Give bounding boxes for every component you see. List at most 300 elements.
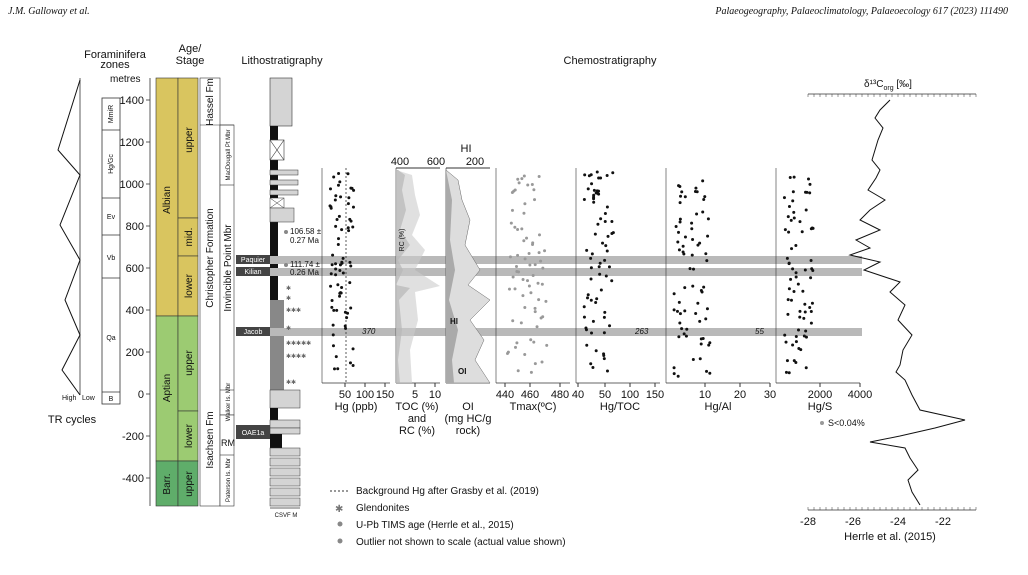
- hgtoc-point: [603, 331, 606, 334]
- hgtoc-point: [586, 296, 589, 299]
- hg-point: [340, 292, 343, 295]
- hg-point: [346, 172, 349, 175]
- age-barr: Barr.: [162, 473, 173, 495]
- hg-point: [329, 204, 332, 207]
- hgs-point: [809, 276, 812, 279]
- tmax-tick: 440: [495, 389, 515, 401]
- hgtoc-point: [605, 275, 608, 278]
- hg-tick: 150: [375, 389, 395, 401]
- hg-point: [332, 324, 335, 327]
- hgal-tick: 30: [763, 389, 777, 401]
- hg-point: [348, 281, 351, 284]
- hgtoc-point: [597, 190, 600, 193]
- hgtoc-point: [590, 278, 593, 281]
- hgtoc-point: [596, 223, 599, 226]
- hg-point: [334, 199, 337, 202]
- hg-point: [334, 273, 337, 276]
- hgtoc-point: [611, 171, 614, 174]
- hgs-point: [790, 219, 793, 222]
- tmax-point: [536, 325, 539, 328]
- depth-tick: 1200: [119, 137, 144, 149]
- walker-mbr: Walker Is. Mbr: [226, 382, 232, 422]
- hgtoc-point: [603, 311, 606, 314]
- tmax-point: [533, 198, 536, 201]
- depth-title: metres: [110, 74, 141, 85]
- hg-point: [334, 262, 337, 265]
- d13c-source: Herrle et al. (2015): [844, 531, 936, 543]
- tmax-point: [528, 252, 531, 255]
- hgtoc-point: [608, 265, 611, 268]
- hg-point: [336, 283, 339, 286]
- hgal-point: [689, 267, 692, 270]
- hgtoc-point: [595, 297, 598, 300]
- hgal-point: [679, 312, 682, 315]
- hgs-point: [810, 259, 813, 262]
- tmax-point: [541, 267, 544, 270]
- hgs-point: [810, 310, 813, 313]
- hgtoc-point: [602, 352, 605, 355]
- hgtoc-point: [594, 301, 597, 304]
- age-lower-aptian: lower: [184, 424, 195, 448]
- hgal-point: [690, 227, 693, 230]
- hg-point: [338, 269, 341, 272]
- hg-tick: 100: [355, 389, 375, 401]
- tmax-point: [518, 181, 521, 184]
- hgs-point: [802, 317, 805, 320]
- tmax-point: [520, 321, 523, 324]
- hgtoc-point: [608, 324, 611, 327]
- zone-ev: Ev: [106, 214, 116, 221]
- hgs-point: [787, 298, 790, 301]
- hgtoc-tick: 50: [598, 389, 612, 401]
- hgs-point: [795, 340, 798, 343]
- age-upper-aptian: upper: [184, 350, 195, 376]
- hgtoc-tick: 150: [645, 389, 665, 401]
- legend-outlier: Outlier not shown to scale (actual value shown): [356, 537, 566, 548]
- hgs-point: [798, 220, 801, 223]
- hgtoc-point: [606, 206, 609, 209]
- hgal-point: [694, 187, 697, 190]
- tmax-point: [523, 202, 526, 205]
- hi-inline-label: HI: [450, 317, 458, 326]
- hgtoc-point: [596, 171, 599, 174]
- hgs-point: [801, 290, 804, 293]
- hgtoc-point: [604, 220, 607, 223]
- depth-tick: 0: [137, 389, 144, 401]
- hgal-label: Hg/Al: [704, 401, 732, 413]
- hgal-point: [700, 343, 703, 346]
- toc-top-tick: 600: [426, 156, 446, 168]
- hg-point: [352, 364, 355, 367]
- depth-ticks: [120, 95, 150, 485]
- hg-point: [338, 215, 341, 218]
- hgs-point: [783, 334, 786, 337]
- tmax-point: [539, 260, 542, 263]
- hgtoc-point: [590, 331, 593, 334]
- hgal-point: [677, 231, 680, 234]
- hgal-point: [705, 370, 708, 373]
- hgal-point: [708, 372, 711, 375]
- hgal-tick: 10: [698, 389, 712, 401]
- tmax-point: [538, 233, 541, 236]
- hgal-point: [706, 307, 709, 310]
- tmax-point: [521, 294, 524, 297]
- header-journal: Palaeogeography, Palaeoclimatology, Palaeoecology 617 (2023) 111490: [715, 6, 1008, 17]
- hgs-point: [791, 199, 794, 202]
- hgal-point: [679, 220, 682, 223]
- hgs-point: [787, 231, 790, 234]
- hgs-point: [789, 176, 792, 179]
- hgtoc-point: [600, 289, 603, 292]
- hgtoc-point: [604, 244, 607, 247]
- hgal-point: [694, 312, 697, 315]
- grain-scale: CSVF M: [274, 513, 298, 519]
- tmax-point: [515, 265, 518, 268]
- hgs-legend: S<0.04%: [828, 418, 865, 428]
- hgtoc-point: [583, 173, 586, 176]
- hgs-point: [786, 257, 789, 260]
- hgs-point: [794, 244, 797, 247]
- tmax-point: [530, 371, 533, 374]
- kilian-band: [270, 268, 862, 276]
- upb-age-1b: 0.27 Ma: [290, 236, 319, 245]
- hg-point: [329, 285, 332, 288]
- tmax-point: [537, 298, 540, 301]
- tmax-point: [544, 300, 547, 303]
- age-lower-albian: lower: [184, 274, 195, 298]
- tmax-point: [517, 369, 520, 372]
- tmax-point: [514, 346, 517, 349]
- hgtoc-point: [592, 194, 595, 197]
- hgal-point: [673, 308, 676, 311]
- hgs-point: [797, 283, 800, 286]
- oi-label: OI: [462, 401, 474, 413]
- hgal-point: [692, 268, 695, 271]
- legend-glendonites: Glendonites: [356, 503, 410, 514]
- hgs-point: [808, 191, 811, 194]
- hg-point: [331, 299, 334, 302]
- hgs-tick: 2000: [807, 389, 833, 401]
- hg-point: [349, 264, 352, 267]
- hg-point: [349, 361, 352, 364]
- hgtoc-tick: 40: [571, 389, 585, 401]
- hgal-point: [679, 195, 682, 198]
- hg-point: [334, 267, 337, 270]
- zone-vb: Vb: [106, 255, 116, 262]
- tmax-tick: 460: [520, 389, 540, 401]
- hg-point: [338, 180, 341, 183]
- tmax-point: [534, 307, 537, 310]
- hgtoc-point: [610, 220, 613, 223]
- tmax-point: [528, 284, 531, 287]
- hgal-point: [700, 289, 703, 292]
- d13c-curve: [847, 100, 965, 505]
- hgs-point: [798, 316, 801, 319]
- hgal-point: [680, 190, 683, 193]
- tmax-point: [509, 255, 512, 258]
- age-title-1: Age/: [178, 43, 202, 55]
- hgtoc-point: [603, 316, 606, 319]
- tmax-point: [520, 177, 523, 180]
- upb-age-2b: 0.26 Ma: [290, 268, 319, 277]
- tmax-point: [540, 317, 543, 320]
- hgs-point: [789, 278, 792, 281]
- hgal-point: [676, 310, 679, 313]
- tmax-point: [520, 227, 523, 230]
- hg-point: [332, 344, 335, 347]
- zone-b: B: [108, 396, 114, 403]
- svg-text:✱: ✱: [286, 296, 292, 302]
- tmax-point: [525, 237, 528, 240]
- hgtoc-point: [603, 259, 606, 262]
- jacob-label: Jacob: [243, 329, 263, 336]
- hg-point: [337, 184, 340, 187]
- hgs-point: [811, 269, 814, 272]
- hgtoc-point: [604, 212, 607, 215]
- upb-age-1: 106.58 ±: [290, 227, 322, 236]
- hgal-point: [677, 375, 680, 378]
- age-upper-barr: upper: [184, 471, 195, 497]
- jacob-band: [270, 328, 862, 336]
- hgs-point: [808, 183, 811, 186]
- hg-point: [330, 272, 333, 275]
- hgal-point: [704, 317, 707, 320]
- hgal-point: [685, 335, 688, 338]
- tr-curve: [58, 80, 80, 395]
- hgal-point: [673, 292, 676, 295]
- tmax-point: [522, 212, 525, 215]
- hg-label: Hg (ppb): [334, 401, 378, 413]
- hgtoc-point: [589, 257, 592, 260]
- depth-tick: 600: [125, 263, 144, 275]
- tmax-point: [532, 274, 535, 277]
- hgs-point: [790, 247, 793, 250]
- hgs-point: [795, 271, 798, 274]
- hg-point: [330, 306, 333, 309]
- hg-point: [346, 312, 349, 315]
- zone-qa: Qa: [106, 335, 116, 342]
- d13c-panel: [800, 94, 976, 543]
- oae1a-label: OAE1a: [241, 430, 265, 437]
- hgs-point: [811, 302, 814, 305]
- hgal-point: [678, 248, 681, 251]
- depth-tick: -400: [121, 473, 144, 485]
- hgs-point: [797, 328, 800, 331]
- hgal-point: [695, 212, 698, 215]
- hgal-point: [696, 190, 699, 193]
- tmax-point: [515, 270, 518, 273]
- tr-low: Low: [82, 395, 95, 402]
- hgtoc-point: [607, 235, 610, 238]
- hgtoc-point: [599, 177, 602, 180]
- hgs-point: [803, 303, 806, 306]
- tmax-point: [523, 306, 526, 309]
- hgs-point: [804, 330, 807, 333]
- hgal-point: [692, 358, 695, 361]
- paterson-mbr: Paterson Is. Mbr: [226, 457, 232, 503]
- hgs-point: [805, 366, 808, 369]
- hgal-point: [679, 201, 682, 204]
- rm-label: RM: [221, 438, 235, 448]
- hgal-point: [696, 244, 699, 247]
- hgtoc-point: [590, 266, 593, 269]
- age-albian: Albian: [162, 186, 173, 214]
- toc-top-tick: 400: [390, 156, 410, 168]
- tmax-point: [511, 191, 514, 194]
- tmax-point: [538, 175, 541, 178]
- hgtoc-point: [587, 187, 590, 190]
- hg-point: [337, 237, 340, 240]
- hgtoc-point: [599, 262, 602, 265]
- hgal-point: [702, 337, 705, 340]
- tmax-point: [522, 278, 525, 281]
- hgal-point: [678, 301, 681, 304]
- foram-title-2: zones: [100, 59, 130, 71]
- tmax-tick: 480: [550, 389, 570, 401]
- hgal-point: [673, 372, 676, 375]
- tmax-point: [512, 276, 515, 279]
- hgs-point: [793, 216, 796, 219]
- hg-point: [331, 254, 334, 257]
- hgs-point: [792, 211, 795, 214]
- hassel-fm: Hassel Fm: [205, 78, 216, 126]
- tmax-point: [511, 319, 514, 322]
- hgal-point: [683, 332, 686, 335]
- rc-inline-label: RC (%): [399, 228, 406, 252]
- tmax-point: [541, 361, 544, 364]
- depth-tick: -200: [121, 431, 144, 443]
- hg-point: [332, 333, 335, 336]
- chemo-title: Chemostratigraphy: [563, 55, 657, 67]
- tmax-point: [541, 283, 544, 286]
- oi-label: (mg HC/g: [444, 413, 492, 425]
- hgal-point: [705, 259, 708, 262]
- tmax-point: [534, 263, 537, 266]
- hg-point: [334, 225, 337, 228]
- hg-point: [336, 218, 339, 221]
- hgal-point: [698, 320, 701, 323]
- macdougall-mbr: MacDougall Pt Mbr: [226, 129, 232, 181]
- upb-age-2: 111.74 ±: [290, 260, 320, 269]
- hg-point: [335, 355, 338, 358]
- hg-point: [349, 307, 352, 310]
- svg-text:✱✱✱✱: ✱✱✱✱: [286, 354, 307, 360]
- hgal-point: [683, 286, 686, 289]
- header-authors: J.M. Galloway et al.: [8, 6, 90, 17]
- tmax-point: [526, 183, 529, 186]
- tmax-point: [511, 209, 514, 212]
- hgs-point: [787, 215, 790, 218]
- legend-background-hg: Background Hg after Grasby et al. (2019): [356, 486, 539, 497]
- tmax-point: [529, 338, 532, 341]
- tmax-point: [508, 288, 511, 291]
- hgs-point: [785, 371, 788, 374]
- hgal-point: [682, 252, 685, 255]
- litho-title: Lithostratigraphy: [241, 55, 323, 67]
- zone-column: [102, 98, 120, 404]
- hg-point: [331, 263, 334, 266]
- hgtoc-point: [610, 279, 613, 282]
- hgs-point: [795, 335, 798, 338]
- tmax-point: [531, 243, 534, 246]
- hgs-point: [791, 343, 794, 346]
- hg-point: [352, 206, 355, 209]
- hgtoc-point: [599, 217, 602, 220]
- hgs-point: [788, 205, 791, 208]
- hgtoc-label: Hg/TOC: [599, 401, 641, 413]
- tmax-point: [515, 341, 518, 344]
- hgtoc-point: [612, 231, 615, 234]
- hgtoc-point: [585, 249, 588, 252]
- d13c-tick: -22: [935, 516, 951, 528]
- hgs-point: [797, 347, 800, 350]
- hgtoc-point: [593, 189, 596, 192]
- age-aptian: Aptian: [162, 373, 173, 403]
- hgs-point: [805, 191, 808, 194]
- tmax-point: [516, 254, 519, 257]
- hgtoc-point: [588, 174, 591, 177]
- hgs-point: [792, 190, 795, 193]
- svg-text:✱: ✱: [286, 286, 292, 292]
- depth-tick: 1000: [119, 179, 144, 191]
- svg-text:✱: ✱: [335, 504, 344, 515]
- hgal-point: [691, 254, 694, 257]
- hg-point: [336, 367, 339, 370]
- hgs-point: [803, 334, 806, 337]
- hgal-point: [673, 366, 676, 369]
- hgtoc-point: [583, 316, 586, 319]
- hgal-point: [683, 309, 686, 312]
- hgtoc-point: [585, 344, 588, 347]
- isachsen-fm: Isachsen Fm: [205, 411, 216, 469]
- hgal-point: [675, 225, 678, 228]
- hgal-point: [699, 357, 702, 360]
- hgal-point: [701, 210, 704, 213]
- invincible-pt-mbr: Invincible Point Mbr: [223, 224, 234, 312]
- hg-point: [344, 324, 347, 327]
- tmax-point: [543, 249, 546, 252]
- tmax-point: [545, 344, 548, 347]
- hgs-point: [791, 267, 794, 270]
- hgtoc-point: [589, 362, 592, 365]
- d13c-tick: -26: [845, 516, 861, 528]
- tmax-point: [526, 279, 529, 282]
- hgtoc-point: [587, 293, 590, 296]
- hgtoc-outlier: 263: [635, 327, 649, 336]
- hgal-point: [707, 217, 710, 220]
- toc-tick: 10: [428, 389, 442, 401]
- oi-label: rock): [455, 425, 481, 437]
- hi-top-title: HI: [460, 143, 472, 155]
- tmax-point: [516, 178, 519, 181]
- hgal-outlier: 55: [755, 327, 764, 336]
- hg-point: [334, 194, 337, 197]
- hgs-point: [785, 341, 788, 344]
- age-title-2: Stage: [175, 55, 205, 67]
- hgal-point: [706, 235, 709, 238]
- hgal-point: [684, 236, 687, 239]
- hgtoc-point: [590, 182, 593, 185]
- tmax-point: [534, 362, 537, 365]
- hgs-point: [786, 359, 789, 362]
- hgs-point: [798, 310, 801, 313]
- tmax-point: [523, 353, 526, 356]
- hgal-point: [704, 252, 707, 255]
- hgal-point: [707, 344, 710, 347]
- tmax-point: [538, 251, 541, 254]
- hgal-point: [684, 195, 687, 198]
- age-upper-albian: upper: [184, 127, 195, 153]
